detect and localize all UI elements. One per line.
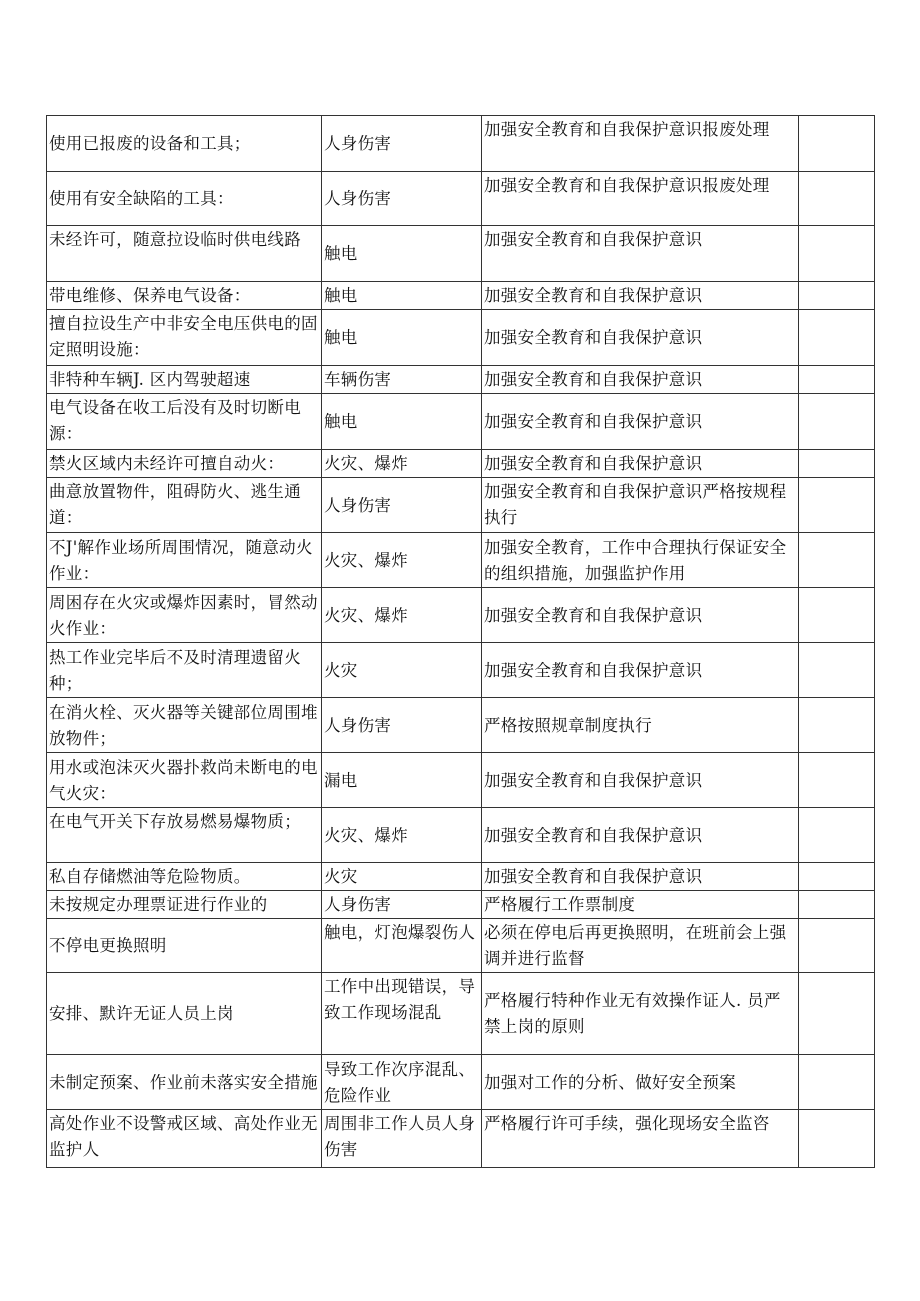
table-row — [47, 753, 875, 808]
remark-cell — [799, 643, 875, 698]
behavior-cell: 曲意放置物件，阻碍防火、逃生通道： — [47, 478, 322, 533]
hazard-cell: 漏电 — [322, 753, 482, 808]
measure-cell: 加强安全教育和自我保护意识报废处理 — [482, 172, 799, 226]
remark-cell — [799, 808, 875, 863]
remark-cell — [799, 588, 875, 643]
behavior-cell: 禁火区域内未经许可擅自动火： — [47, 450, 322, 478]
hazard-cell: 触电 — [322, 282, 482, 310]
measure-cell: 加强安全教育和自我保护意识 — [482, 753, 799, 808]
measure-cell: 加强安全教育和自我保护意识 — [482, 643, 799, 698]
measure-cell: 加强安全教育和自我保护意识 — [482, 863, 799, 891]
measure-cell: 必须在停电后再更换照明，在班前会上强调并进行监督 — [482, 919, 799, 973]
behavior-cell: 擅自拉设生产中非安全电压供电的固定照明设施： — [47, 310, 322, 366]
remark-cell — [799, 478, 875, 533]
behavior-cell: 热工作业完毕后不及时清理遗留火种； — [47, 643, 322, 698]
remark-cell — [799, 226, 875, 282]
remark-cell — [799, 450, 875, 478]
hazard-cell: 火灾、爆炸 — [322, 588, 482, 643]
table-row — [47, 863, 875, 891]
table-row — [47, 450, 875, 478]
remark-cell — [799, 310, 875, 366]
behavior-cell: 用水或泡沫灭火器扑救尚未断电的电气火灾： — [47, 753, 322, 808]
table-row — [47, 643, 875, 698]
measure-cell: 加强安全教育和自我保护意识 — [482, 450, 799, 478]
table-row — [47, 973, 875, 1055]
hazard-cell: 火灾、爆炸 — [322, 808, 482, 863]
measure-cell: 加强安全教育和自我保护意识报废处理 — [482, 116, 799, 172]
behavior-cell: 使用有安全缺陷的工具： — [47, 172, 322, 226]
behavior-cell: 非特种车辆J. 区内驾驶超速 — [47, 366, 322, 394]
behavior-cell: 未经许可，随意拉设临时供电线路 — [47, 226, 322, 282]
table-row — [47, 919, 875, 973]
behavior-cell: 在电气开关下存放易燃易爆物质； — [47, 808, 322, 863]
behavior-cell: 带电维修、保养电气设备： — [47, 282, 322, 310]
hazard-cell: 触电 — [322, 394, 482, 450]
remark-cell — [799, 1110, 875, 1168]
behavior-cell: 不停电更换照明 — [47, 919, 322, 973]
table-row — [47, 310, 875, 366]
remark-cell — [799, 394, 875, 450]
table-row — [47, 533, 875, 588]
measure-cell: 加强安全教育和自我保护意识 — [482, 808, 799, 863]
risk-table — [46, 115, 875, 1168]
table-row — [47, 1110, 875, 1168]
behavior-cell: 高处作业不设警戒区域、高处作业无监护人 — [47, 1110, 322, 1168]
hazard-cell: 人身伤害 — [322, 698, 482, 753]
remark-cell — [799, 863, 875, 891]
hazard-cell: 火灾 — [322, 863, 482, 891]
behavior-cell: 在消火栓、灭火器等关键部位周围堆放物件； — [47, 698, 322, 753]
hazard-cell: 人身伤害 — [322, 116, 482, 172]
measure-cell: 加强安全教育和自我保护意识 — [482, 310, 799, 366]
hazard-cell: 人身伤害 — [322, 478, 482, 533]
behavior-cell: 周困存在火灾或爆炸因素时，冒然动火作业： — [47, 588, 322, 643]
table-row — [47, 698, 875, 753]
hazard-cell: 火灾、爆炸 — [322, 533, 482, 588]
behavior-cell: 未制定预案、作业前未落实安全措施 — [47, 1055, 322, 1110]
hazard-cell: 周围非工作人员人身伤害 — [322, 1110, 482, 1168]
table-row — [47, 588, 875, 643]
behavior-cell: 使用已报废的设备和工具； — [47, 116, 322, 172]
behavior-cell: 未按规定办理票证进行作业的 — [47, 891, 322, 919]
remark-cell — [799, 172, 875, 226]
measure-cell: 严格履行工作票制度 — [482, 891, 799, 919]
table-row — [47, 478, 875, 533]
remark-cell — [799, 366, 875, 394]
behavior-cell: 安排、默许无证人员上岗 — [47, 973, 322, 1055]
remark-cell — [799, 116, 875, 172]
measure-cell: 加强安全教育和自我保护意识严格按规程执行 — [482, 478, 799, 533]
measure-cell: 加强安全教育和自我保护意识 — [482, 226, 799, 282]
hazard-cell: 人身伤害 — [322, 172, 482, 226]
hazard-cell: 人身伤害 — [322, 891, 482, 919]
remark-cell — [799, 973, 875, 1055]
table-row — [47, 891, 875, 919]
risk-table-body — [47, 116, 875, 1168]
remark-cell — [799, 282, 875, 310]
measure-cell: 严格履行特种作业无有效操作证人. 员严禁上岗的原则 — [482, 973, 799, 1055]
remark-cell — [799, 919, 875, 973]
hazard-cell: 车辆伤害 — [322, 366, 482, 394]
hazard-cell: 火灾 — [322, 643, 482, 698]
hazard-cell: 工作中出现错误，导致工作现场混乱 — [322, 973, 482, 1055]
table-row — [47, 394, 875, 450]
table-row — [47, 808, 875, 863]
table-row — [47, 1055, 875, 1110]
table-row — [47, 366, 875, 394]
measure-cell: 加强安全教育和自我保护意识 — [482, 394, 799, 450]
table-row — [47, 172, 875, 226]
measure-cell: 加强安全教育和自我保护意识 — [482, 588, 799, 643]
remark-cell — [799, 753, 875, 808]
measure-cell: 加强对工作的分析、做好安全预案 — [482, 1055, 799, 1110]
behavior-cell: 不J'解作业场所周围情况，随意动火作业： — [47, 533, 322, 588]
measure-cell: 加强安全教育和自我保护意识 — [482, 282, 799, 310]
hazard-cell: 触电 — [322, 226, 482, 282]
behavior-cell: 私自存储燃油等危险物质。 — [47, 863, 322, 891]
remark-cell — [799, 533, 875, 588]
hazard-cell: 导致工作次序混乱、危险作业 — [322, 1055, 482, 1110]
remark-cell — [799, 1055, 875, 1110]
measure-cell: 严格按照规章制度执行 — [482, 698, 799, 753]
hazard-cell: 触电 — [322, 310, 482, 366]
hazard-cell: 火灾、爆炸 — [322, 450, 482, 478]
table-row — [47, 282, 875, 310]
measure-cell: 加强安全教育和自我保护意识 — [482, 366, 799, 394]
measure-cell: 严格履行许可手续，强化现场安全监咨 — [482, 1110, 799, 1168]
remark-cell — [799, 891, 875, 919]
hazard-cell: 触电，灯泡爆裂伤人 — [322, 919, 482, 973]
remark-cell — [799, 698, 875, 753]
table-row — [47, 226, 875, 282]
behavior-cell: 电气设备在收工后没有及时切断电源： — [47, 394, 322, 450]
measure-cell: 加强安全教育，工作中合理执行保证安全的组织措施，加强监护作用 — [482, 533, 799, 588]
table-row — [47, 116, 875, 172]
